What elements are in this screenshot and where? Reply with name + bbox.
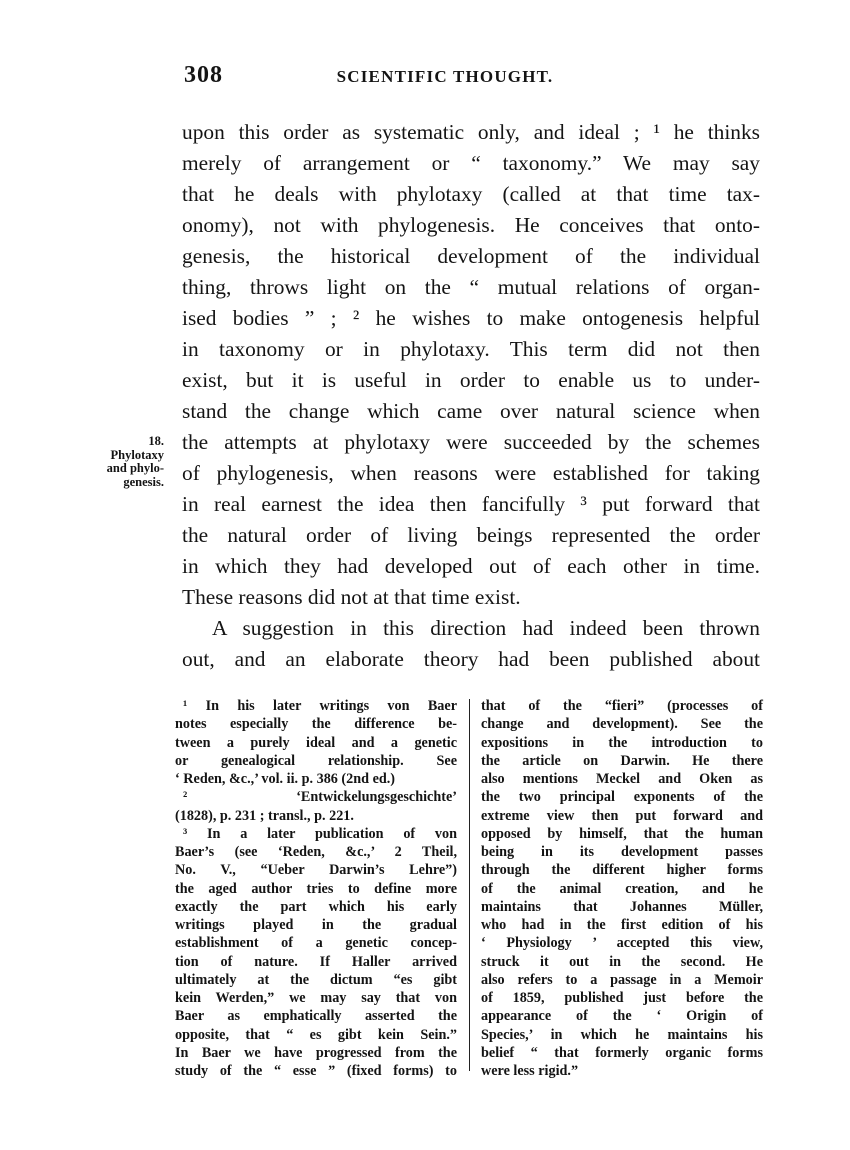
footnote-line: establishment of a genetic concep-: [175, 935, 457, 952]
footnote-line: ³ In a later publication of von: [183, 825, 457, 842]
footnote-line: or genealogical relationship. See: [175, 752, 457, 769]
footnote-line: ² ‘Entwickelungsgeschichte’: [183, 789, 457, 806]
text-line: in real earnest the idea then fancifully ³ put forward that: [182, 492, 760, 516]
text-line: onomy), not with phylogenesis. He conceives that onto-: [182, 213, 760, 237]
footnote-line: appearance of the ‘ Origin of: [481, 1008, 763, 1025]
footnote-line: also refers to a passage in a Memoir: [481, 971, 763, 988]
footnote-line: expositions in the introduction to: [481, 734, 763, 751]
footnote-line: of 1859, published just before the: [481, 990, 763, 1006]
page-number: 308: [184, 62, 223, 88]
margin-note-line: Phylotaxy: [110, 447, 164, 462]
text-line: thing, throws light on the “ mutual relations of organ-: [182, 275, 760, 299]
footnote-line: tion of nature. If Haller arrived: [175, 953, 457, 970]
text-line: of phylogenesis, when reasons were established for taking: [182, 461, 760, 485]
footnotes-left-column: [175, 697, 457, 1080]
footnote-line: change and development). See the: [481, 716, 763, 733]
body-text: [182, 117, 760, 675]
footnote-line: extreme view then put forward and: [481, 807, 763, 824]
margin-note-line: and phylo-: [106, 461, 164, 475]
footnote-line: struck it out in the second. He: [481, 953, 763, 970]
text-line: that he deals with phylotaxy (called at that time tax-: [182, 182, 760, 206]
footnote-line: ¹ In his later writings von Baer: [183, 698, 457, 714]
footnote-line: kein Werden,” we may say that von: [175, 990, 457, 1006]
footnote-line: of the animal creation, and he: [481, 880, 763, 897]
footnote-line: study of the “ esse ” (fixed forms) to: [175, 1063, 457, 1079]
footnote-line: (1828), p. 231 ; transl., p. 221.: [175, 807, 354, 824]
text-line: in which they had developed out of each other in time.: [182, 554, 760, 578]
margin-note-line: genesis.: [123, 474, 164, 489]
column-divider: [469, 699, 470, 1071]
footnote-line: were less rigid.”: [481, 1063, 579, 1079]
footnote-line: the article on Darwin. He there: [481, 752, 763, 769]
footnote-line: writings played in the gradual: [175, 917, 457, 933]
footnote-line: belief “ that formerly organic forms: [481, 1044, 763, 1061]
footnote-line: No. V., “Ueber Darwin’s Lehre”): [175, 862, 457, 879]
footnote-line: In Baer we have progressed from the: [175, 1044, 457, 1061]
footnotes: [175, 697, 775, 1077]
footnote-line: being in its development passes: [481, 844, 763, 860]
footnote-line: Baer’s (see ‘Reden, &c.,’ 2 Theil,: [175, 844, 457, 860]
text-line: A suggestion in this direction had indeed been thrown: [212, 616, 760, 640]
footnote-line: maintains that Johannes Müller,: [481, 898, 763, 915]
footnote-line: notes especially the difference be-: [175, 716, 457, 733]
footnote-line: ‘ Physiology ’ accepted this view,: [481, 935, 763, 952]
footnote-line: Baer as emphatically asserted the: [175, 1008, 457, 1025]
text-line: These reasons did not at that time exist.: [182, 585, 521, 609]
text-line: merely of arrangement or “ taxonomy.” We may say: [182, 151, 760, 175]
footnote-line: also mentions Meckel and Oken as: [481, 771, 763, 787]
footnote-line: tween a purely ideal and a genetic: [175, 734, 457, 751]
running-title: SCIENTIFIC THOUGHT.: [336, 67, 554, 86]
text-line: the natural order of living beings represented the order: [182, 523, 760, 547]
text-line: upon this order as systematic only, and ideal ; ¹ he thinks: [182, 120, 760, 144]
footnote-line: opposed by himself, that the human: [481, 825, 763, 842]
text-line: in taxonomy or in phylotaxy. This term did not then: [182, 337, 760, 361]
footnote-line: exactly the part which his early: [175, 898, 457, 915]
footnote-line: that of the “fieri” (processes of: [481, 698, 763, 714]
text-line: ised bodies ” ; ² he wishes to make ontogenesis helpful: [182, 306, 760, 330]
margin-note-line: 18.: [148, 434, 164, 448]
footnote-line: opposite, that “ es gibt kein Sein.”: [175, 1026, 457, 1043]
text-line: out, and an elaborate theory had been published about: [182, 647, 760, 671]
text-line: genesis, the historical development of the individual: [182, 244, 760, 268]
margin-note: [84, 435, 164, 489]
footnote-line: ‘ Reden, &c.,’ vol. ii. p. 386 (2nd ed.): [175, 771, 396, 787]
footnote-line: the aged author tries to define more: [175, 880, 457, 897]
footnote-line: ultimately at the dictum “es gibt: [175, 971, 457, 988]
footnotes-right-column: [481, 697, 763, 1080]
text-line: exist, but it is useful in order to enable us to under-: [182, 368, 760, 392]
footnote-line: who had in the first edition of his: [481, 917, 763, 933]
footnote-line: the two principal exponents of the: [481, 789, 763, 806]
text-line: the attempts at phylotaxy were succeeded by the schemes: [182, 430, 760, 454]
text-line: stand the change which came over natural science when: [182, 399, 760, 423]
footnote-line: through the different higher forms: [481, 862, 763, 879]
footnote-line: Species,’ in which he maintains his: [481, 1026, 763, 1043]
